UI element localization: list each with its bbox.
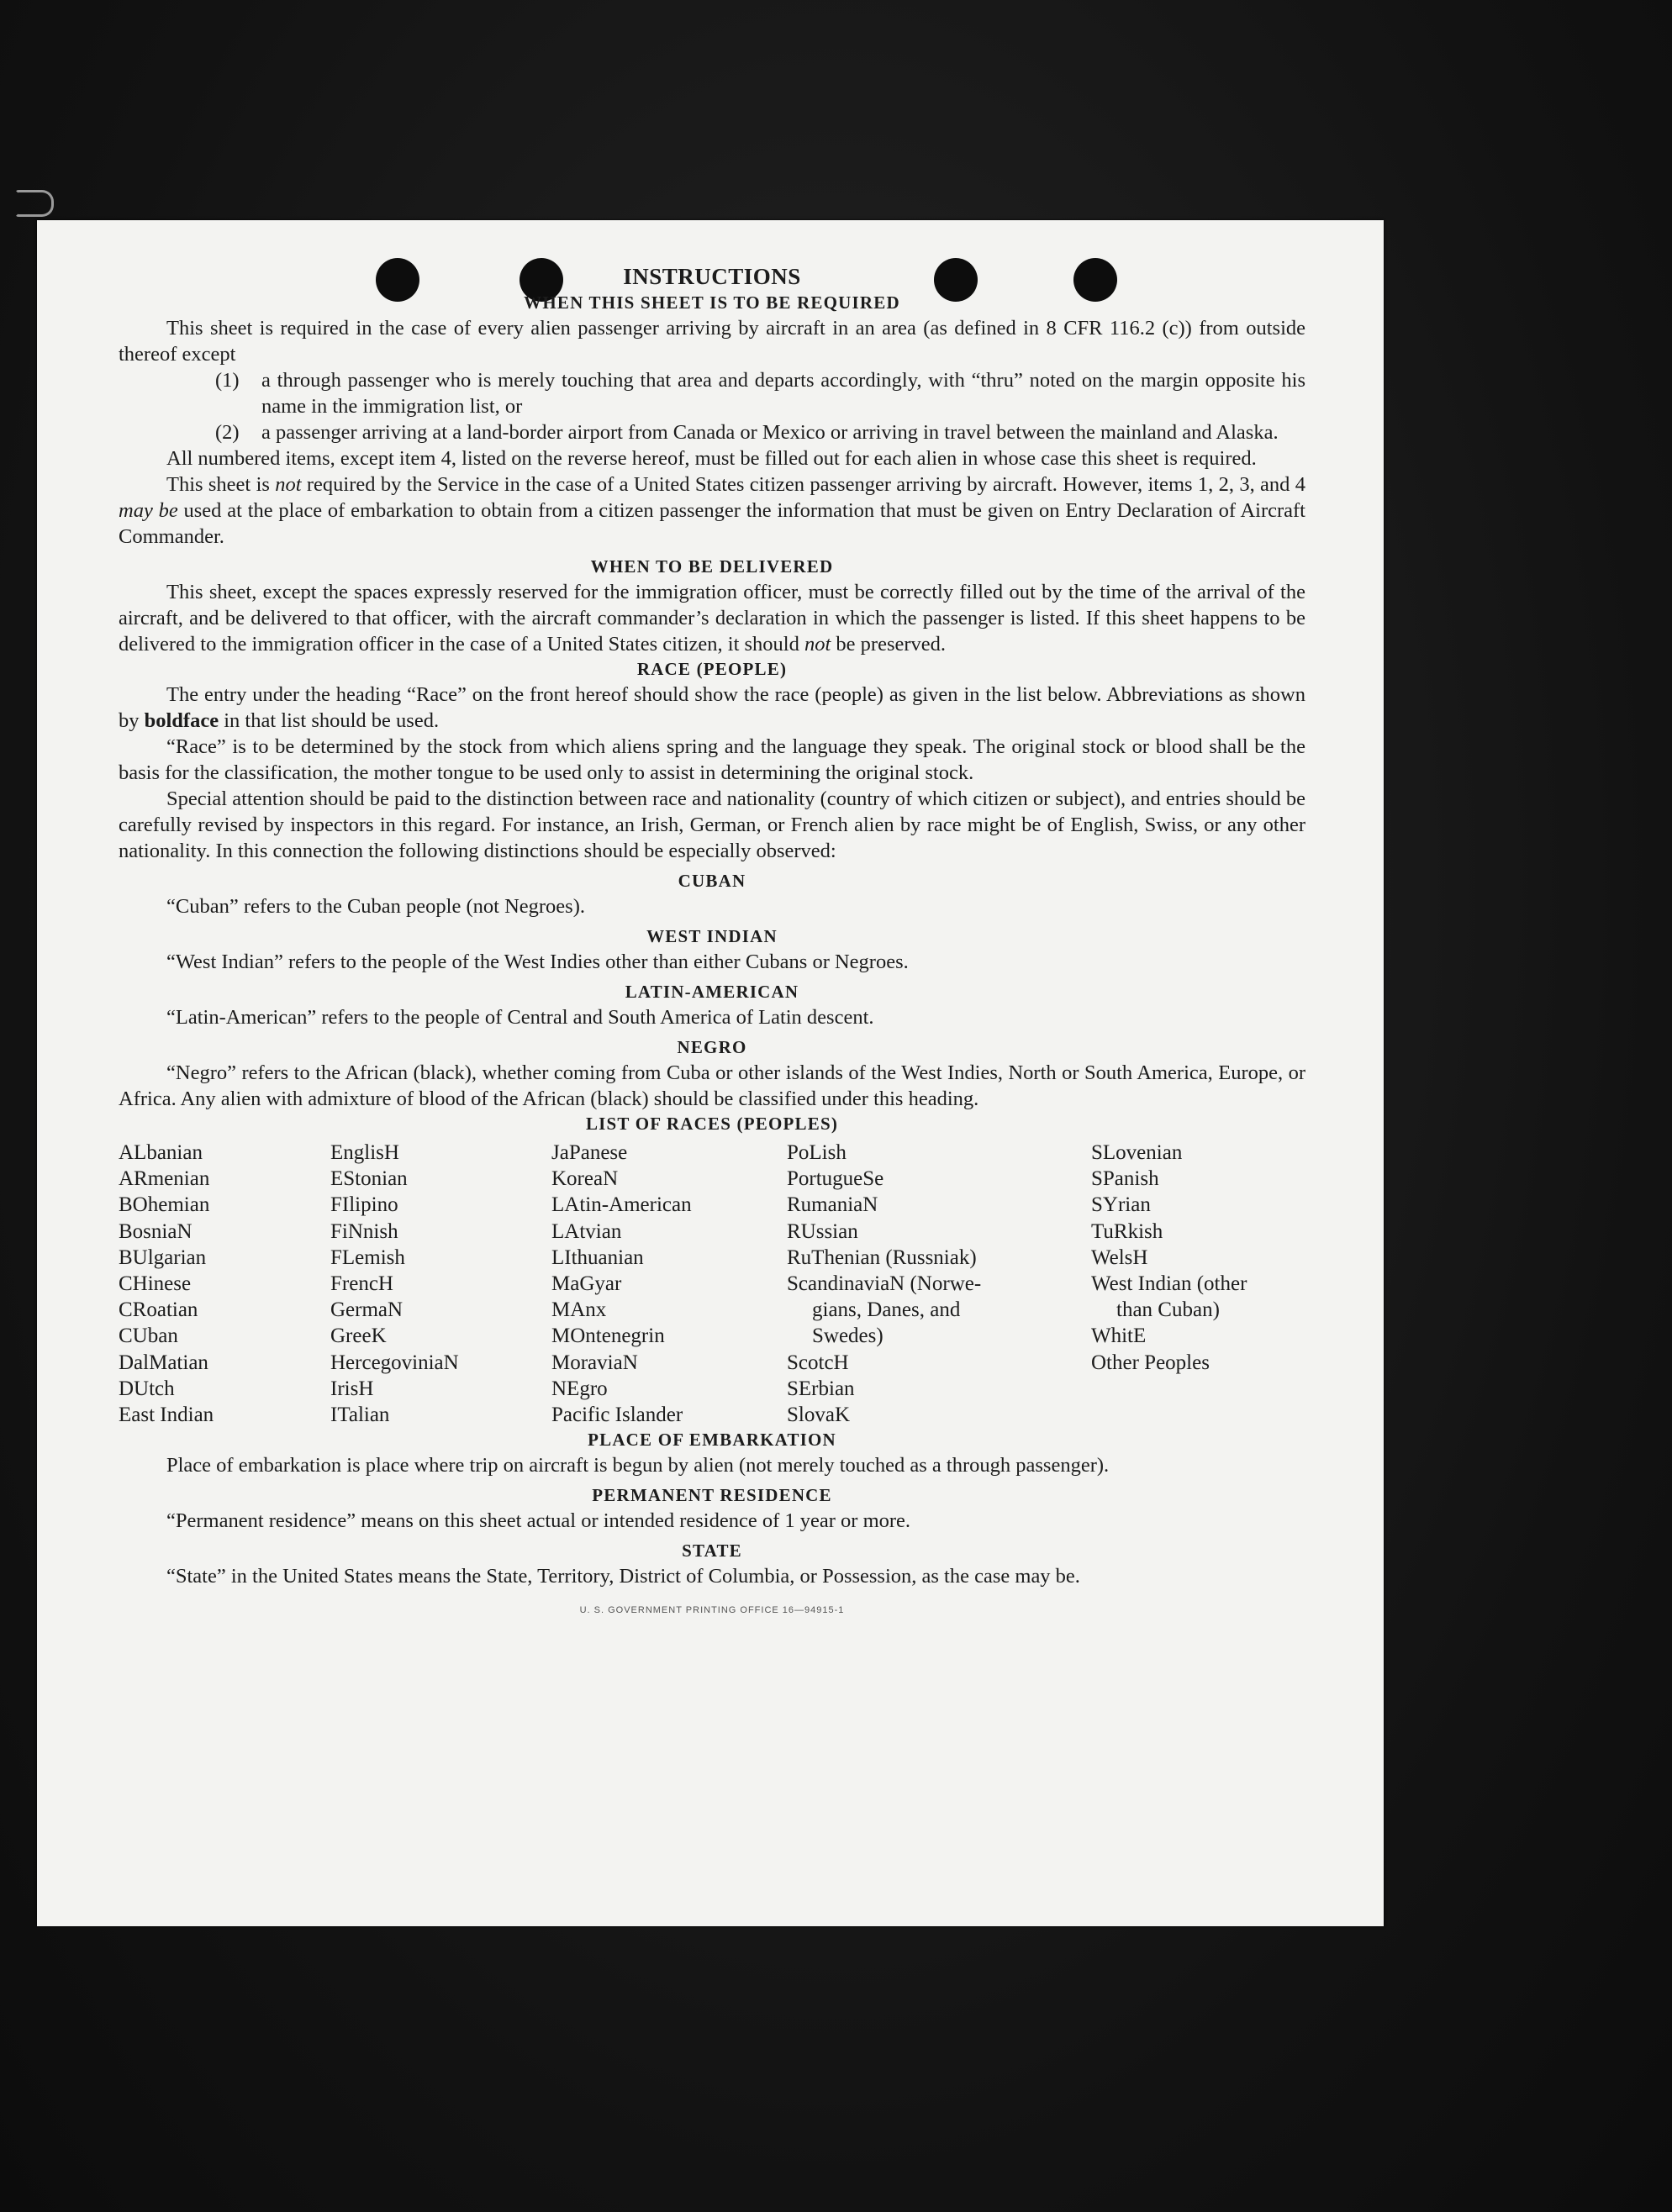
- race-column: [1091, 1140, 1305, 1428]
- list-item: [215, 419, 1305, 445]
- sheet-content: [119, 262, 1305, 1624]
- race-item: SYrian: [1091, 1193, 1151, 1217]
- race-item: HercegoviniaN: [330, 1351, 459, 1374]
- race-item: FiNnish: [330, 1219, 398, 1243]
- paragraph: “West Indian” refers to the people of the West Indies other than either Cubans or Negroes.: [166, 951, 909, 973]
- race-item: ScandinaviaN (Norwe-: [787, 1272, 982, 1296]
- race-item: Swedes): [812, 1325, 883, 1348]
- race-item: BUlgarian: [119, 1246, 207, 1269]
- paragraph: “State” in the United States means the State, Territory, District of Columbia, or Possession, as the case may be.: [166, 1565, 1080, 1588]
- section-heading: CUBAN: [678, 871, 746, 891]
- race-item: LIthuanian: [551, 1246, 644, 1269]
- race-item: GermaN: [330, 1298, 403, 1322]
- race-item: FrencH: [330, 1272, 393, 1296]
- race-item: CRoatian: [119, 1298, 198, 1322]
- paragraph: “Race” is to be determined by the stock from which aliens spring and the language they speak. The original stock or blood shall be the basis for the classification, the mother tongue to be used only to assist in determining the original stock.: [119, 735, 1305, 784]
- race-item: SErbian: [787, 1377, 855, 1400]
- race-item: JaPanese: [551, 1141, 628, 1164]
- race-item: RuThenian (Russniak): [787, 1246, 977, 1269]
- race-item: East Indian: [119, 1404, 214, 1427]
- race-column: [119, 1140, 330, 1428]
- paragraph: All numbered items, except item 4, listed on the reverse hereof, must be filled out for each alien in whose case this sheet is required.: [166, 447, 1257, 470]
- paragraph: This sheet is required in the case of every alien passenger arriving by aircraft in an area (as defined in 8 CFR 116.2 (c)) from outside thereof except: [119, 317, 1305, 366]
- section-heading: PLACE OF EMBARKATION: [588, 1430, 836, 1451]
- race-item: LAtin-American: [551, 1193, 692, 1217]
- race-item: FLemish: [330, 1246, 405, 1269]
- race-item: West Indian (other: [1091, 1272, 1247, 1296]
- section-heading: PERMANENT RESIDENCE: [592, 1485, 832, 1506]
- race-item: KoreaN: [551, 1167, 619, 1191]
- list-number: (2): [215, 421, 240, 444]
- paragraph: “Cuban” refers to the Cuban people (not Negroes).: [166, 895, 585, 918]
- race-item: IrisH: [330, 1377, 374, 1400]
- section-heading: NEGRO: [677, 1037, 747, 1057]
- paragraph: This sheet, except the spaces expressly reserved for the immigration officer, must be correctly filled out by the time of the arrival of the aircraft, and be delivered to that officer, with the aircraft commander’s declaration in which the passenger is listed. If this sheet happens to be delivered to the immigration officer in the case of a United States citizen, it should not be preserved.: [119, 581, 1305, 656]
- race-item: MOntenegrin: [551, 1325, 665, 1348]
- section-heading: STATE: [682, 1540, 742, 1562]
- list-item: [215, 367, 1305, 419]
- paragraph: The entry under the heading “Race” on the front hereof should show the race (people) as given in the list below. Abbreviations as shown by boldface in that list should be used.: [119, 683, 1305, 732]
- race-item: EnglisH: [330, 1141, 399, 1164]
- section-heading: LATIN-AMERICAN: [625, 982, 799, 1002]
- race-column: [551, 1140, 787, 1428]
- race-item: GreeK: [330, 1325, 387, 1348]
- race-item: TuRkish: [1091, 1219, 1163, 1243]
- race-item: RumaniaN: [787, 1193, 878, 1217]
- section-heading: LIST OF RACES (PEOPLES): [585, 1114, 839, 1134]
- race-item: ITalian: [330, 1404, 390, 1427]
- paragraph: “Latin-American” refers to the people of Central and South America of Latin descent.: [166, 1006, 874, 1029]
- race-item: NEgro: [551, 1377, 608, 1400]
- paragraph: “Negro” refers to the African (black), whether coming from Cuba or other islands of the West Indies, North or South America, Europe, or Africa. Any alien with admixture of blood of the African (black) should be classified under this heading.: [119, 1061, 1305, 1110]
- race-column: [787, 1140, 1091, 1428]
- race-item: MoraviaN: [551, 1351, 638, 1374]
- printer-footer: U. S. GOVERNMENT PRINTING OFFICE 16—94915-1: [579, 1605, 845, 1616]
- paragraph: This sheet is not required by the Service in the case of a United States citizen passenger arriving by aircraft. However, items 1, 2, 3, and 4 may be used at the place of embarkation to obtain from a citizen passenger the information that must be given on Entry Declaration of Aircraft Commander.: [119, 473, 1305, 548]
- scan-corner-mark: [15, 190, 54, 217]
- race-column: [330, 1140, 551, 1428]
- paragraph: “Permanent residence” means on this sheet actual or intended residence of 1 year or more.: [166, 1509, 911, 1533]
- race-item: than Cuban): [1116, 1298, 1220, 1322]
- race-item: PoLish: [787, 1141, 847, 1164]
- race-item: EStonian: [330, 1167, 408, 1191]
- race-item: BosniaN: [119, 1219, 193, 1243]
- race-item: RUssian: [787, 1219, 858, 1243]
- section-heading: WEST INDIAN: [646, 926, 778, 946]
- race-item: MaGyar: [551, 1272, 622, 1296]
- race-item: FIlipino: [330, 1193, 398, 1217]
- list-number: (1): [215, 369, 240, 392]
- race-list: [119, 1140, 1305, 1428]
- race-item: SlovaK: [787, 1404, 850, 1427]
- race-item: WelsH: [1091, 1246, 1148, 1269]
- race-item: CUban: [119, 1325, 178, 1348]
- race-item: ARmenian: [119, 1167, 210, 1191]
- race-item: DalMatian: [119, 1351, 208, 1374]
- section-heading: WHEN THIS SHEET IS TO BE REQUIRED: [524, 292, 900, 313]
- race-item: SLovenian: [1091, 1141, 1183, 1164]
- list-text: a passenger arriving at a land-border airport from Canada or Mexico or arriving in travel between the mainland and Alaska.: [261, 421, 1279, 444]
- race-item: CHinese: [119, 1272, 192, 1296]
- race-item: Other Peoples: [1091, 1351, 1210, 1374]
- section-heading: WHEN TO BE DELIVERED: [590, 556, 834, 577]
- paragraph: Place of embarkation is place where trip on aircraft is begun by alien (not merely touched as a through passenger).: [166, 1454, 1110, 1477]
- paragraph: Special attention should be paid to the distinction between race and nationality (country of which citizen or subject), and entries should be carefully revised by inspectors in this regard. For instance, an Irish, German, or French alien by race might be of English, Swiss, or any other nationality. In this connection the following distinctions should be especially observed:: [119, 787, 1305, 862]
- list-text: a through passenger who is merely touching that area and departs accordingly, with “thru” noted on the margin opposite his name in the immigration list, or: [261, 369, 1305, 418]
- race-item: PortugueSe: [787, 1167, 884, 1191]
- race-item: LAtvian: [551, 1219, 622, 1243]
- race-item: WhitE: [1091, 1325, 1147, 1348]
- race-item: MAnx: [551, 1298, 607, 1322]
- race-item: DUtch: [119, 1377, 175, 1400]
- section-heading: RACE (PEOPLE): [636, 659, 788, 679]
- race-item: ScotcH: [787, 1351, 849, 1374]
- race-item: SPanish: [1091, 1167, 1159, 1191]
- race-item: gians, Danes, and: [812, 1298, 961, 1322]
- race-item: Pacific Islander: [551, 1404, 683, 1427]
- instruction-sheet: [37, 220, 1384, 1926]
- race-item: BOhemian: [119, 1193, 210, 1217]
- page-title: INSTRUCTIONS: [623, 264, 801, 289]
- race-item: ALbanian: [119, 1141, 203, 1164]
